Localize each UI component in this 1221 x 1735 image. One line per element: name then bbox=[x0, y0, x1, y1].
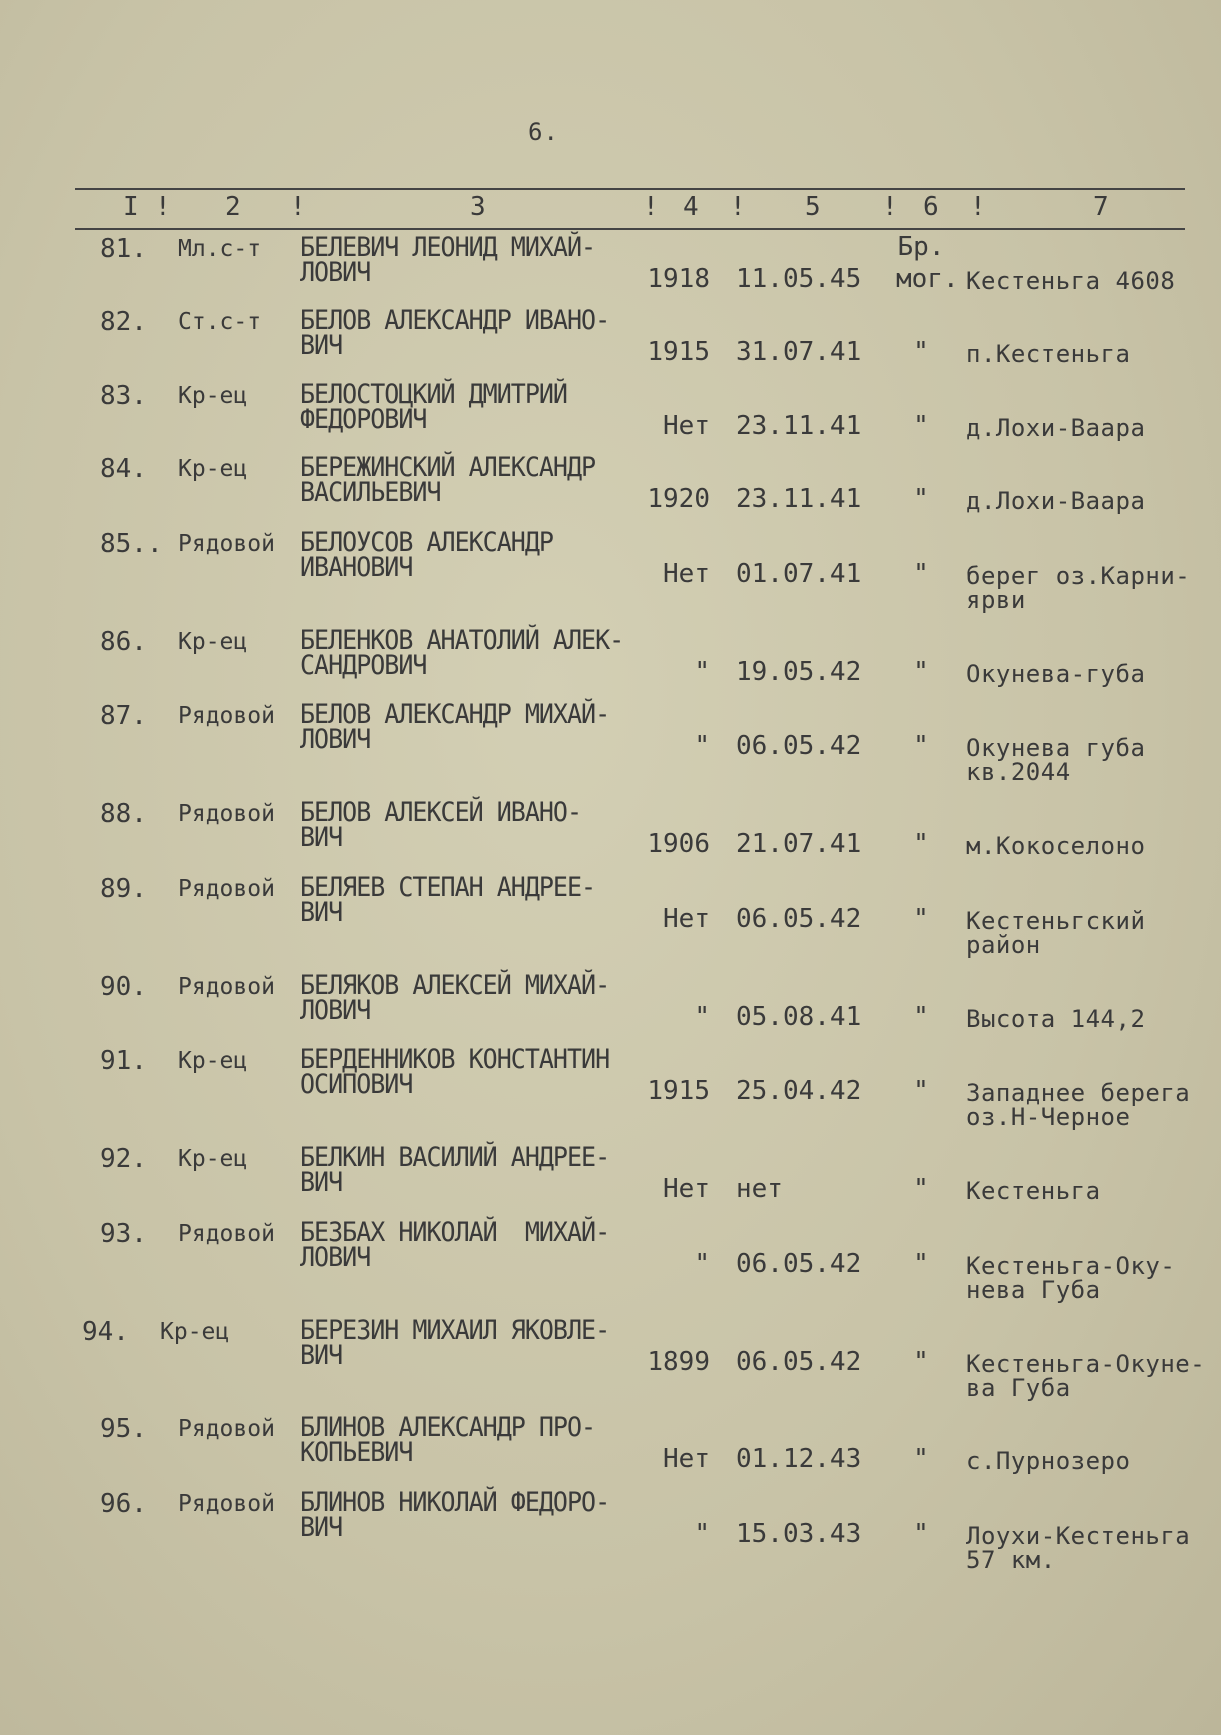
row-rank: Ст.с-т bbox=[178, 309, 262, 335]
row-rank: Рядовой bbox=[178, 1416, 275, 1442]
row-birth-year: 1915 bbox=[647, 1076, 710, 1106]
row-place: Кестеньга 4608 bbox=[966, 267, 1176, 295]
row-date: 21.07.41 bbox=[736, 829, 862, 859]
row-name: БЕЛОВ АЛЕКСАНДР ИВАНО- ВИЧ bbox=[300, 304, 610, 361]
row-number: 95. bbox=[100, 1414, 147, 1444]
row-name: БЕЛЕВИЧ ЛЕОНИД МИХАЙ- ЛОВИЧ bbox=[300, 231, 596, 288]
row-name: БЕЗБАХ НИКОЛАЙ МИХАЙ- ЛОВИЧ bbox=[300, 1216, 610, 1273]
row-rank: Кр-ец bbox=[178, 456, 248, 482]
row-number: 85.. bbox=[100, 529, 163, 559]
row-birth-year: " bbox=[694, 657, 710, 687]
row-burial-type: " bbox=[913, 1076, 929, 1106]
row-place: п.Кестеньга bbox=[966, 340, 1131, 368]
page-number: 6. bbox=[528, 118, 559, 146]
row-number: 86. bbox=[100, 627, 147, 657]
row-date: 01.12.43 bbox=[736, 1444, 862, 1474]
row-date: 06.05.42 bbox=[736, 731, 862, 761]
header-col-2: 2 bbox=[225, 192, 241, 222]
row-name: БЕРЕЖИНСКИЙ АЛЕКСАНДР ВАСИЛЬЕВИЧ bbox=[300, 451, 596, 508]
row-date: 23.11.41 bbox=[736, 484, 862, 514]
row-place: Кестеньга bbox=[966, 1177, 1101, 1205]
row-birth-year: " bbox=[694, 1249, 710, 1279]
row-name: БЛИНОВ НИКОЛАЙ ФЕДОРО- ВИЧ bbox=[300, 1486, 610, 1543]
row-date: нет bbox=[736, 1174, 783, 1204]
header-sep: ! bbox=[155, 192, 171, 222]
row-date: 11.05.45 bbox=[736, 264, 862, 294]
row-burial-type: " bbox=[913, 731, 929, 761]
row-name: БЕЛЯЕВ СТЕПАН АНДРЕЕ- ВИЧ bbox=[300, 871, 596, 928]
row-date: 06.05.42 bbox=[736, 904, 862, 934]
row-rank: Рядовой bbox=[178, 703, 275, 729]
row-rank: Кр-ец bbox=[178, 1146, 248, 1172]
row-number: 92. bbox=[100, 1144, 147, 1174]
row-birth-year: " bbox=[694, 1002, 710, 1032]
row-birth-year: Нет bbox=[663, 1174, 710, 1204]
row-date: 06.05.42 bbox=[736, 1347, 862, 1377]
row-name: БЕЛЕНКОВ АНАТОЛИЙ АЛЕК- САНДРОВИЧ bbox=[300, 624, 624, 681]
header-col-6: 6 bbox=[923, 192, 939, 222]
row-burial-type: " bbox=[913, 559, 929, 589]
header-sep: ! bbox=[882, 192, 898, 222]
row-date: 06.05.42 bbox=[736, 1249, 862, 1279]
header-sep: ! bbox=[970, 192, 986, 222]
row-place: Высота 144,2 bbox=[966, 1005, 1146, 1033]
row-burial-type: " bbox=[913, 1174, 929, 1204]
row-name: БЕЛОСТОЦКИЙ ДМИТРИЙ ФЕДОРОВИЧ bbox=[300, 378, 567, 435]
row-burial-type: " bbox=[913, 1002, 929, 1032]
row-birth-year: Нет bbox=[663, 411, 710, 441]
row-birth-year: 1906 bbox=[647, 829, 710, 859]
row-birth-year: 1918 bbox=[647, 264, 710, 294]
row-place: Кестеньга-Оку- нева Губа bbox=[966, 1252, 1176, 1304]
row-burial-note: Бр. bbox=[897, 232, 945, 262]
row-rank: Рядовой bbox=[178, 1491, 275, 1517]
row-number: 87. bbox=[100, 701, 147, 731]
row-place: Кестеньгский район bbox=[966, 907, 1146, 959]
header-col-5: 5 bbox=[805, 192, 821, 222]
row-number: 94. bbox=[82, 1317, 129, 1347]
row-number: 93. bbox=[100, 1219, 147, 1249]
row-number: 91. bbox=[100, 1046, 147, 1076]
row-birth-year: " bbox=[694, 731, 710, 761]
row-birth-year: 1920 bbox=[647, 484, 710, 514]
row-date: 01.07.41 bbox=[736, 559, 862, 589]
row-number: 89. bbox=[100, 874, 147, 904]
row-number: 84. bbox=[100, 454, 147, 484]
row-number: 88. bbox=[100, 799, 147, 829]
row-place: д.Лохи-Ваара bbox=[966, 414, 1146, 442]
row-place: с.Пурнозеро bbox=[966, 1447, 1131, 1475]
row-rank: Кр-ец bbox=[178, 1048, 248, 1074]
row-birth-year: Нет bbox=[663, 1444, 710, 1474]
row-name: БЕЛЯКОВ АЛЕКСЕЙ МИХАЙ- ЛОВИЧ bbox=[300, 969, 610, 1026]
row-number: 81. bbox=[100, 234, 147, 264]
row-place: д.Лохи-Ваара bbox=[966, 487, 1146, 515]
row-number: 82. bbox=[100, 307, 147, 337]
row-rank: Рядовой bbox=[178, 531, 275, 557]
row-date: 19.05.42 bbox=[736, 657, 862, 687]
header-col-4: 4 bbox=[683, 192, 699, 222]
row-number: 90. bbox=[100, 972, 147, 1002]
row-rank: Кр-ец bbox=[178, 383, 248, 409]
row-rank: Рядовой bbox=[178, 876, 275, 902]
row-birth-year: 1899 bbox=[647, 1347, 710, 1377]
row-name: БЕЛОВ АЛЕКСАНДР МИХАЙ- ЛОВИЧ bbox=[300, 698, 610, 755]
row-burial-type: " bbox=[913, 657, 929, 687]
row-date: 23.11.41 bbox=[736, 411, 862, 441]
row-burial-type: " bbox=[913, 1249, 929, 1279]
header-sep: ! bbox=[730, 192, 746, 222]
row-burial-type: " bbox=[913, 904, 929, 934]
row-burial-type: " bbox=[913, 484, 929, 514]
row-date: 31.07.41 bbox=[736, 337, 862, 367]
header-sep: ! bbox=[643, 192, 659, 222]
header-col-3: 3 bbox=[470, 192, 486, 222]
row-name: БЕРЕЗИН МИХАИЛ ЯКОВЛЕ- ВИЧ bbox=[300, 1314, 610, 1371]
row-place: Окунева губа кв.2044 bbox=[966, 734, 1146, 786]
row-rank: Кр-ец bbox=[160, 1319, 230, 1345]
row-birth-year: 1915 bbox=[647, 337, 710, 367]
row-burial-type: " bbox=[913, 337, 929, 367]
row-name: БЕЛОУСОВ АЛЕКСАНДР ИВАНОВИЧ bbox=[300, 526, 553, 583]
row-date: 05.08.41 bbox=[736, 1002, 862, 1032]
row-burial-type: " bbox=[913, 829, 929, 859]
row-rank: Рядовой bbox=[178, 801, 275, 827]
header-rule-top bbox=[75, 188, 1185, 190]
header-sep: ! bbox=[290, 192, 306, 222]
row-place: Кестеньга-Окуне- ва Губа bbox=[966, 1350, 1206, 1402]
row-rank: Мл.с-т bbox=[178, 236, 262, 262]
table-header bbox=[75, 192, 1185, 226]
row-rank: Кр-ец bbox=[178, 629, 248, 655]
row-date: 25.04.42 bbox=[736, 1076, 862, 1106]
row-place: Окунева-губа bbox=[966, 660, 1146, 688]
row-rank: Рядовой bbox=[178, 974, 275, 1000]
row-name: БЕЛКИН ВАСИЛИЙ АНДРЕЕ- ВИЧ bbox=[300, 1141, 610, 1198]
header-rule-bottom bbox=[75, 228, 1185, 230]
row-burial-type: " bbox=[913, 1347, 929, 1377]
row-number: 83. bbox=[100, 381, 147, 411]
row-place: берег оз.Карни- ярви bbox=[966, 562, 1191, 614]
row-name: БЕЛОВ АЛЕКСЕЙ ИВАНО- ВИЧ bbox=[300, 796, 582, 853]
row-burial-type: " bbox=[913, 1519, 929, 1549]
row-place: м.Кокоселоно bbox=[966, 832, 1146, 860]
row-place: Западнее берега оз.Н-Черное bbox=[966, 1079, 1191, 1131]
row-rank: Рядовой bbox=[178, 1221, 275, 1247]
row-date: 15.03.43 bbox=[736, 1519, 862, 1549]
row-birth-year: Нет bbox=[663, 904, 710, 934]
header-col-7: 7 bbox=[1093, 192, 1109, 222]
row-name: БЛИНОВ АЛЕКСАНДР ПРО- КОПЬЕВИЧ bbox=[300, 1411, 596, 1468]
header-col-1: I bbox=[123, 192, 139, 222]
row-place: Лоухи-Кестеньга 57 км. bbox=[966, 1522, 1191, 1574]
row-name: БЕРДЕННИКОВ КОНСТАНТИН ОСИПОВИЧ bbox=[300, 1043, 610, 1100]
row-number: 96. bbox=[100, 1489, 147, 1519]
row-burial-type: " bbox=[913, 1444, 929, 1474]
row-burial-type: мог. bbox=[896, 264, 959, 294]
row-birth-year: Нет bbox=[663, 559, 710, 589]
row-birth-year: " bbox=[694, 1519, 710, 1549]
row-burial-type: " bbox=[913, 411, 929, 441]
